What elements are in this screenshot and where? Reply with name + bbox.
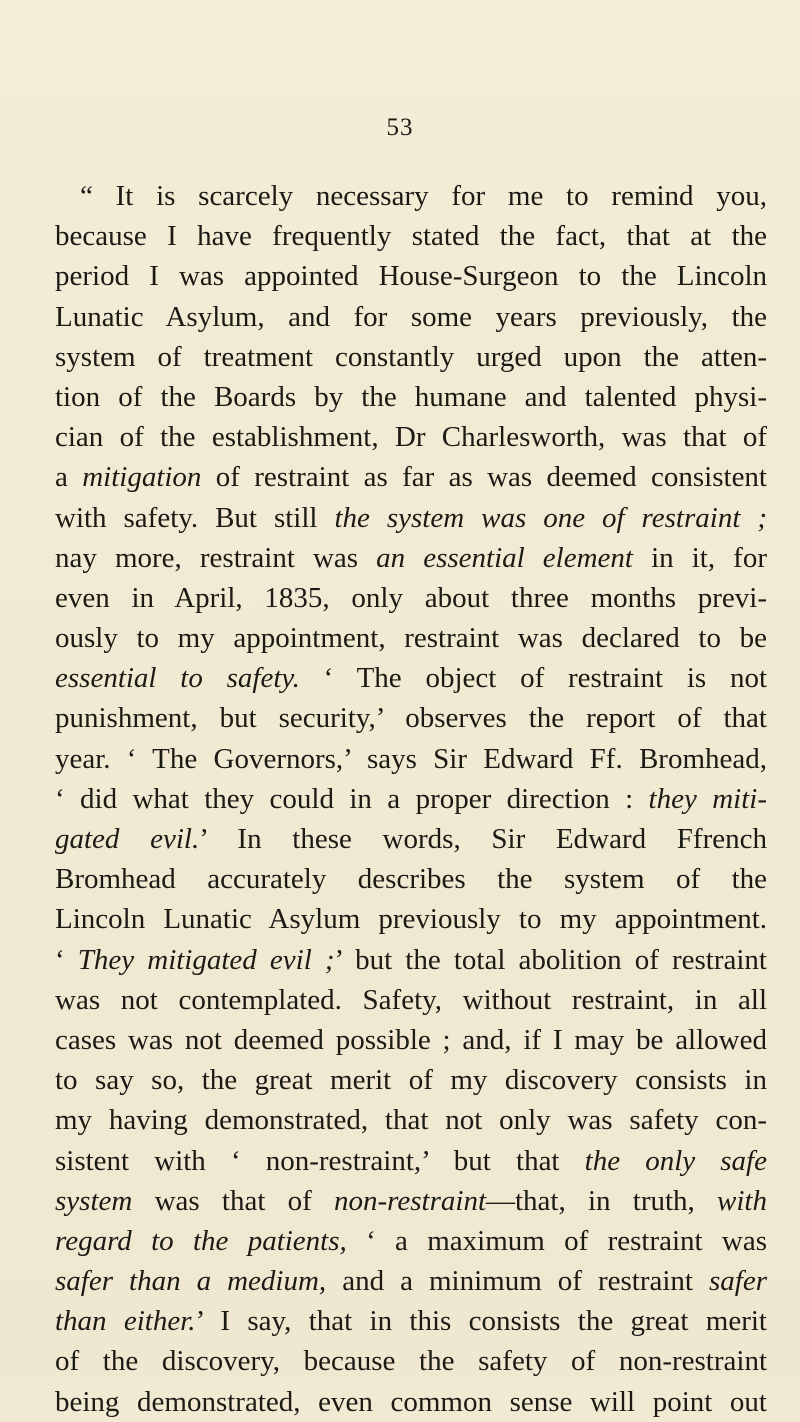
text-segment: year. ‘ The Governors,’ says Sir Edward Ff. Bromhead, (55, 742, 767, 775)
text-line (55, 819, 767, 859)
italic-text: safer (709, 1265, 768, 1298)
text-line (55, 1261, 767, 1301)
text-line (55, 1301, 767, 1341)
text-segment: to say so, the great merit of my discovery consists in (55, 1064, 767, 1097)
text-line (55, 859, 767, 899)
text-segment: punishment, but security,’ observes the report of that (55, 702, 767, 735)
text-line (55, 940, 767, 980)
text-segment: even in April, 1835, only about three months previ- (55, 581, 767, 614)
text-line (55, 1181, 767, 1221)
text-line (55, 176, 767, 216)
text-line (55, 1221, 767, 1261)
italic-text: the system was one of restraint ; (334, 501, 767, 534)
text-segment: period I was appointed House-Surgeon to the Lincoln (55, 260, 767, 293)
text-segment: Lincoln Lunatic Asylum previously to my appointment. (55, 903, 767, 936)
text-line (55, 1020, 767, 1060)
text-segment: of restraint as far as was deemed consistent (201, 461, 767, 494)
text-segment: cian of the establishment, Dr Charlesworth, was that of (55, 421, 767, 454)
text-segment: “ It is scarcely necessary for me to remind you, (80, 180, 767, 212)
italic-text: the only safe (584, 1144, 767, 1177)
text-segment: Lunatic Asylum, and for some years previously, the (55, 300, 767, 333)
text-segment: and a minimum of restraint (326, 1265, 710, 1298)
text-line (55, 618, 767, 658)
text-segment: cases was not deemed possible ; and, if I may be allowed (55, 1023, 767, 1056)
text-line (55, 980, 767, 1020)
text-line (55, 1100, 767, 1140)
text-line (55, 1341, 767, 1381)
text-segment: because I have frequently stated the fact, that at the (55, 220, 767, 253)
text-segment: my having demonstrated, that not only was safety con- (55, 1104, 767, 1137)
text-segment: was not contemplated. Safety, without restraint, in all (55, 983, 767, 1016)
text-segment: ’ I say, that in this consists the great merit (195, 1305, 767, 1338)
text-segment: ’ but the total abolition of restraint (334, 943, 767, 976)
text-line (55, 498, 767, 538)
italic-text: safer than a medium, (55, 1265, 327, 1298)
text-segment: was that of (132, 1184, 335, 1217)
text-segment: Bromhead accurately describes the system of the (55, 863, 767, 896)
text-segment: a (55, 461, 83, 494)
text-segment: —that, in truth, (486, 1184, 718, 1217)
text-line (55, 457, 767, 497)
italic-text: system (55, 1184, 133, 1217)
text-segment: with safety. But still (55, 501, 335, 534)
body-text (55, 176, 767, 1422)
text-segment: ‘ did what they could in a proper direction : (55, 782, 649, 815)
text-segment: sistent with ‘ non-restraint,’ but that (55, 1144, 585, 1177)
text-segment: system of treatment constantly urged upon the atten- (55, 340, 767, 373)
text-line (55, 779, 767, 819)
text-segment: being demonstrated, even common sense will point out (55, 1385, 767, 1418)
text-segment: ’ In these words, Sir Edward Ffrench (199, 823, 767, 855)
text-line (55, 1382, 767, 1422)
italic-text: gated evil. (55, 823, 200, 855)
italic-text: They mitigated evil ; (77, 943, 335, 976)
text-segment: of the discovery, because the safety of non-restraint (55, 1345, 767, 1378)
italic-text: than either. (55, 1305, 196, 1338)
page-number: 53 (386, 114, 414, 141)
text-line (55, 216, 767, 256)
text-line (55, 578, 767, 618)
text-segment: in it, for (632, 541, 767, 574)
italic-text: an essential element (376, 541, 633, 574)
text-line (55, 739, 767, 779)
text-line (55, 337, 767, 377)
text-line (55, 899, 767, 939)
italic-text: essential to safety. (55, 662, 300, 695)
text-segment: tion of the Boards by the humane and talented physi- (55, 380, 767, 413)
text-line (55, 1060, 767, 1100)
italic-text: non-restraint (334, 1184, 486, 1217)
italic-text: they miti- (648, 782, 768, 815)
text-segment: nay more, restraint was (55, 541, 377, 574)
text-line (55, 256, 767, 296)
text-segment: ously to my appointment, restraint was declared to be (55, 622, 767, 655)
text-line (55, 538, 767, 578)
text-line (55, 1141, 767, 1181)
text-line (55, 417, 767, 457)
text-segment: ‘ (55, 943, 78, 976)
text-line (55, 698, 767, 738)
italic-text: regard to the patients, (55, 1224, 347, 1257)
italic-text: mitigation (82, 461, 202, 494)
italic-text: with (717, 1184, 767, 1217)
text-line (55, 377, 767, 417)
text-line (55, 658, 767, 698)
text-segment: ‘ a maximum of restraint was (346, 1224, 768, 1257)
text-segment: ‘ The object of restraint is not (299, 662, 767, 695)
text-line (55, 297, 767, 337)
